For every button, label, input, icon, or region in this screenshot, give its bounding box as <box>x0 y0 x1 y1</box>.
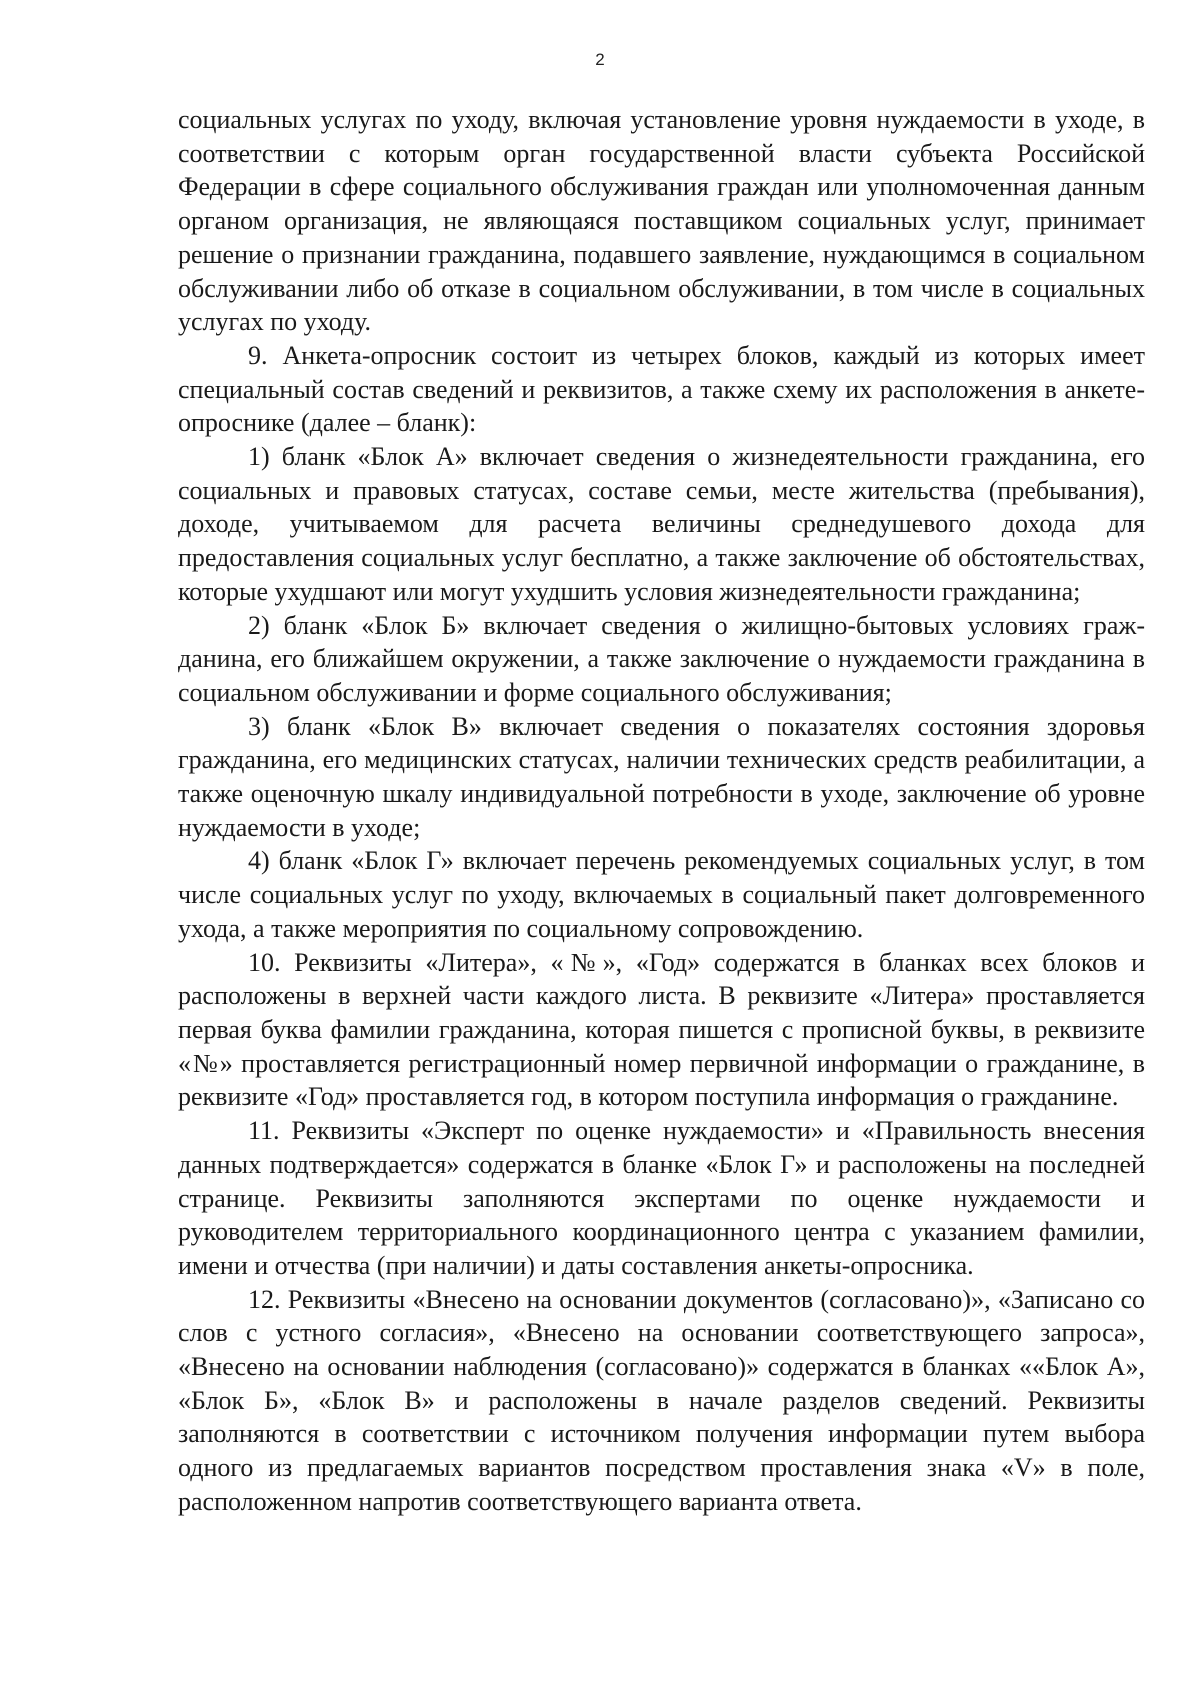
paragraph-continuation: социальных услугах по уходу, включая установление уровня нуждаемости в уходе, в соответствии с которым орган государственной власти субъекта Российской Федерации в сфере социального обслуживания граждан или уполномоченная данным органом организация, не являющаяся поставщиком социальных услуг, принимает решение о признании гражданина, подавшего заявление, нуждающимся в социальном обслуживании либо об отказе в социальном обслуживании, в том числе в социальных услугах по уходу. <box>178 105 1145 337</box>
page-number: 2 <box>595 50 605 69</box>
paragraph-subitem-2: 2) бланк «Блок Б» включает сведения о жилищно-бытовых условиях гражданина, его ближайшем окружении, а также заключение о нуждаемости гражданина в социальном обслуживании и форме социального обслуживания; <box>178 610 1145 707</box>
paragraph-item-11: 11. Реквизиты «Эксперт по оценке нуждаемости» и «Правильность внесения данных подтверждается» содержатся в бланке «Блок Г» и расположены на последней странице. Реквизиты заполняются экспертами по оценке нуждаемости и руководителем территориального координационного центра с указанием фамилии, имени и отчества (при наличии) и даты составления анкеты-опросника. <box>178 1116 1145 1280</box>
paragraph-subitem-4: 4) бланк «Блок Г» включает перечень рекомендуемых социальных услуг, в том числе социальных услуг по уходу, включаемых в социальный пакет долговременного ухода, а также мероприятия по социальному сопровождению. <box>178 846 1145 943</box>
paragraph-subitem-1: 1) бланк «Блок А» включает сведения о жизнедеятельности гражданина, его социальных и правовых статусах, составе семьи, месте жительства (пребывания), доходе, учитываемом для расчета величины среднедушевого дохода для предоставления социальных услуг бесплатно, а также заключение об обстоятельствах, которые ухудшают или могут ухудшить условия жизнедеятельности гражданина; <box>178 442 1145 606</box>
paragraph-item-9: 9. Анкета-опросник состоит из четырех блоков, каждый из которых имеет специальный состав сведений и реквизитов, а также схему их расположения в анкете-опроснике (далее – бланк): <box>178 340 1145 438</box>
document-body <box>178 103 1145 1519</box>
paragraph-subitem-3: 3) бланк «Блок В» включает сведения о показателях состояния здоровья гражданина, его медицинских статусах, наличии технических средств реабилитации, а также оценочную шкалу индивидуальной потребности в уходе, заключение об уровне нуждаемости в уходе; <box>178 711 1145 842</box>
paragraph-item-10: 10. Реквизиты «Литера», «№», «Год» содержатся в бланках всех блоков и расположены в верхней части каждого листа. В реквизите «Литера» проставляется первая буква фамилии гражданина, которая пишется с прописной буквы, в реквизите «№» проставляется регистрационный номер первичной информации о гражданине, в реквизите «Год» проставляется год, в котором поступила информация о гражданине. <box>178 947 1145 1112</box>
paragraph-item-12: 12. Реквизиты «Внесено на основании документов (согласовано)», «Записано со слов с устного согласия», «Внесено на основании соответствующего запроса», «Внесено на основании наблюдения (согласовано)» содержатся в бланках ««Блок А», «Блок Б», «Блок В» и расположены в начале разделов сведений. Реквизиты заполняются в соответствии с источником получения информации путем выбора одного из предлагаемых вариантов посредством проставления знака «V» в поле, расположенном напротив соответствующего варианта ответа. <box>178 1284 1145 1516</box>
